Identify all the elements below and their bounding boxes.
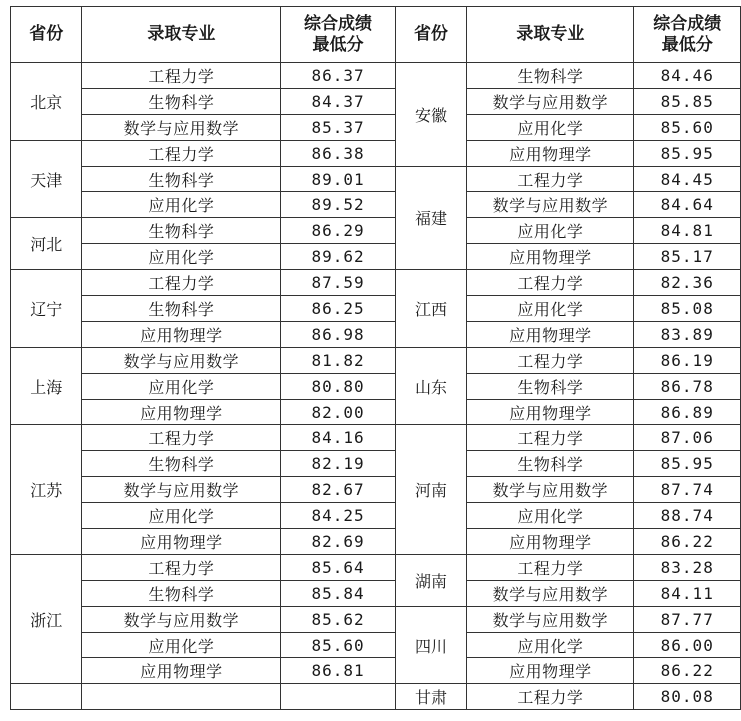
major-cell: 应用物理学 <box>467 399 634 425</box>
score-cell: 86.25 <box>281 296 395 322</box>
province-cell: 湖南 <box>395 554 466 606</box>
score-cell: 86.38 <box>281 140 395 166</box>
major-cell: 应用化学 <box>467 632 634 658</box>
province-cell: 山东 <box>395 347 466 425</box>
major-cell: 数学与应用数学 <box>467 88 634 114</box>
header-score-right <box>634 7 741 63</box>
province-cell: 北京 <box>11 63 82 141</box>
major-cell: 生物科学 <box>82 580 281 606</box>
major-cell: 生物科学 <box>82 218 281 244</box>
major-cell: 应用物理学 <box>82 658 281 684</box>
header-score-line1: 综合成绩 <box>653 13 722 34</box>
score-cell: 84.25 <box>281 503 395 529</box>
major-cell: 生物科学 <box>82 166 281 192</box>
header-score-left <box>281 7 395 63</box>
major-cell: 工程力学 <box>467 270 634 296</box>
table-row <box>11 451 741 477</box>
score-cell: 89.52 <box>281 192 395 218</box>
table-body <box>11 63 741 710</box>
major-cell: 生物科学 <box>82 296 281 322</box>
admission-score-table <box>10 6 741 710</box>
score-cell: 85.95 <box>634 140 741 166</box>
score-cell: 85.17 <box>634 244 741 270</box>
table-row <box>11 88 741 114</box>
score-cell: 83.28 <box>634 554 741 580</box>
admission-table-container <box>10 6 741 710</box>
major-cell: 应用物理学 <box>467 529 634 555</box>
score-cell: 82.67 <box>281 477 395 503</box>
major-cell: 工程力学 <box>82 270 281 296</box>
header-province-right: 省份 <box>395 7 466 63</box>
major-cell: 数学与应用数学 <box>467 580 634 606</box>
table-row <box>11 580 741 606</box>
score-cell: 86.37 <box>281 63 395 89</box>
major-cell: 生物科学 <box>467 373 634 399</box>
major-cell: 应用化学 <box>467 503 634 529</box>
major-cell: 生物科学 <box>82 88 281 114</box>
score-cell: 86.98 <box>281 321 395 347</box>
score-cell: 87.59 <box>281 270 395 296</box>
major-cell: 生物科学 <box>82 451 281 477</box>
score-cell: 83.89 <box>634 321 741 347</box>
score-cell: 86.22 <box>634 658 741 684</box>
major-cell: 应用物理学 <box>82 399 281 425</box>
major-cell: 生物科学 <box>467 63 634 89</box>
table-row <box>11 399 741 425</box>
score-cell: 86.29 <box>281 218 395 244</box>
province-cell: 安徽 <box>395 63 466 167</box>
province-cell: 江苏 <box>11 425 82 554</box>
score-cell: 82.00 <box>281 399 395 425</box>
score-cell: 87.77 <box>634 606 741 632</box>
table-row <box>11 373 741 399</box>
score-cell: 84.81 <box>634 218 741 244</box>
major-cell: 应用化学 <box>467 296 634 322</box>
score-cell: 82.19 <box>281 451 395 477</box>
header-major-right: 录取专业 <box>467 7 634 63</box>
score-cell: 84.37 <box>281 88 395 114</box>
table-row <box>11 63 741 89</box>
empty-cell <box>281 684 395 710</box>
major-cell: 工程力学 <box>82 140 281 166</box>
table-row <box>11 321 741 347</box>
table-row <box>11 503 741 529</box>
major-cell: 应用物理学 <box>467 658 634 684</box>
empty-cell <box>11 684 82 710</box>
table-row <box>11 425 741 451</box>
major-cell: 应用化学 <box>82 373 281 399</box>
score-cell: 86.89 <box>634 399 741 425</box>
major-cell: 生物科学 <box>467 451 634 477</box>
major-cell: 应用物理学 <box>82 529 281 555</box>
score-cell: 84.11 <box>634 580 741 606</box>
score-cell: 86.78 <box>634 373 741 399</box>
score-cell: 84.16 <box>281 425 395 451</box>
header-score-line2: 最低分 <box>312 34 364 55</box>
score-cell: 85.95 <box>634 451 741 477</box>
table-row <box>11 684 741 710</box>
province-cell: 甘肃 <box>395 684 466 710</box>
major-cell: 应用化学 <box>467 114 634 140</box>
major-cell: 工程力学 <box>467 684 634 710</box>
header-score-line2: 最低分 <box>661 34 713 55</box>
major-cell: 工程力学 <box>467 166 634 192</box>
score-cell: 88.74 <box>634 503 741 529</box>
table-row <box>11 140 741 166</box>
major-cell: 应用化学 <box>82 503 281 529</box>
province-cell: 河北 <box>11 218 82 270</box>
major-cell: 应用化学 <box>82 244 281 270</box>
table-row <box>11 658 741 684</box>
table-header-row <box>11 7 741 63</box>
table-row <box>11 347 741 373</box>
score-cell: 89.01 <box>281 166 395 192</box>
score-cell: 85.60 <box>281 632 395 658</box>
major-cell: 数学与应用数学 <box>82 114 281 140</box>
table-row <box>11 477 741 503</box>
score-cell: 86.81 <box>281 658 395 684</box>
score-cell: 81.82 <box>281 347 395 373</box>
major-cell: 应用化学 <box>82 192 281 218</box>
score-cell: 85.64 <box>281 554 395 580</box>
table-row <box>11 114 741 140</box>
empty-cell <box>82 684 281 710</box>
major-cell: 数学与应用数学 <box>82 347 281 373</box>
major-cell: 工程力学 <box>82 425 281 451</box>
score-cell: 85.62 <box>281 606 395 632</box>
score-cell: 80.80 <box>281 373 395 399</box>
score-cell: 85.08 <box>634 296 741 322</box>
province-cell: 河南 <box>395 425 466 554</box>
table-row <box>11 166 741 192</box>
province-cell: 上海 <box>11 347 82 425</box>
major-cell: 应用物理学 <box>82 321 281 347</box>
major-cell: 工程力学 <box>82 63 281 89</box>
major-cell: 应用物理学 <box>467 244 634 270</box>
header-major-left: 录取专业 <box>82 7 281 63</box>
major-cell: 数学与应用数学 <box>467 606 634 632</box>
table-row <box>11 192 741 218</box>
score-cell: 86.00 <box>634 632 741 658</box>
province-cell: 天津 <box>11 140 82 218</box>
major-cell: 应用物理学 <box>467 321 634 347</box>
province-cell: 江西 <box>395 270 466 348</box>
province-cell: 福建 <box>395 166 466 270</box>
province-cell: 浙江 <box>11 554 82 683</box>
score-cell: 82.36 <box>634 270 741 296</box>
header-province-left: 省份 <box>11 7 82 63</box>
major-cell: 数学与应用数学 <box>467 192 634 218</box>
header-score-line1: 综合成绩 <box>304 13 373 34</box>
score-cell: 85.84 <box>281 580 395 606</box>
table-row <box>11 632 741 658</box>
score-cell: 87.74 <box>634 477 741 503</box>
major-cell: 工程力学 <box>467 347 634 373</box>
table-row <box>11 270 741 296</box>
table-row <box>11 606 741 632</box>
score-cell: 89.62 <box>281 244 395 270</box>
province-cell: 四川 <box>395 606 466 684</box>
score-cell: 85.60 <box>634 114 741 140</box>
major-cell: 应用化学 <box>82 632 281 658</box>
score-cell: 84.45 <box>634 166 741 192</box>
score-cell: 86.22 <box>634 529 741 555</box>
table-row <box>11 244 741 270</box>
table-row <box>11 529 741 555</box>
major-cell: 数学与应用数学 <box>82 477 281 503</box>
score-cell: 82.69 <box>281 529 395 555</box>
score-cell: 80.08 <box>634 684 741 710</box>
province-cell: 辽宁 <box>11 270 82 348</box>
score-cell: 85.37 <box>281 114 395 140</box>
table-row <box>11 554 741 580</box>
score-cell: 87.06 <box>634 425 741 451</box>
major-cell: 工程力学 <box>467 554 634 580</box>
score-cell: 84.46 <box>634 63 741 89</box>
major-cell: 工程力学 <box>82 554 281 580</box>
major-cell: 数学与应用数学 <box>82 606 281 632</box>
major-cell: 应用化学 <box>467 218 634 244</box>
score-cell: 84.64 <box>634 192 741 218</box>
major-cell: 数学与应用数学 <box>467 477 634 503</box>
table-row <box>11 218 741 244</box>
score-cell: 86.19 <box>634 347 741 373</box>
major-cell: 应用物理学 <box>467 140 634 166</box>
score-cell: 85.85 <box>634 88 741 114</box>
table-row <box>11 296 741 322</box>
major-cell: 工程力学 <box>467 425 634 451</box>
